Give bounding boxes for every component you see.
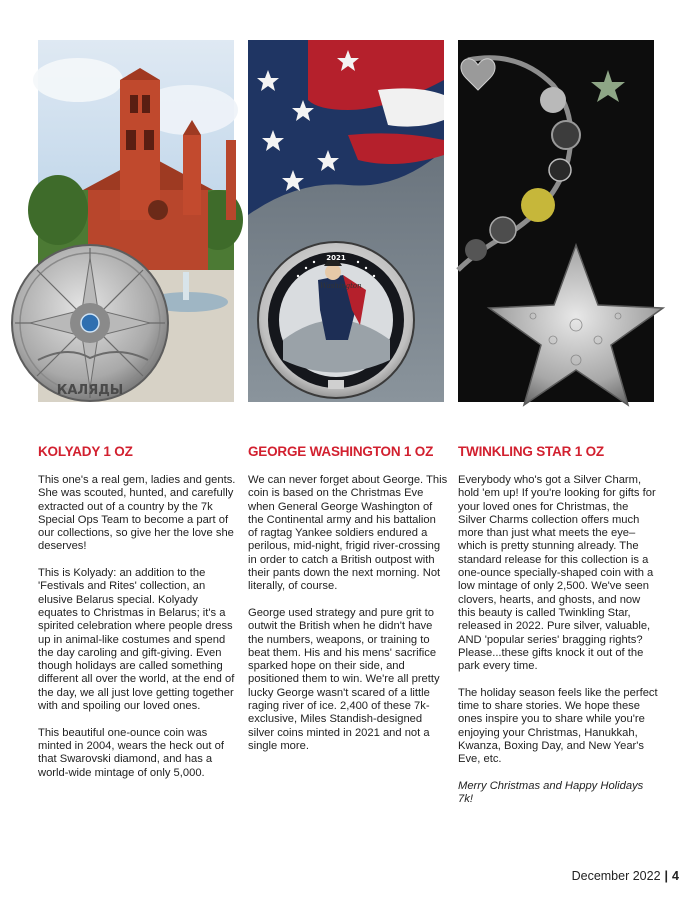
george-washington-paragraph: We can never forget about George. This coin is based on the Christmas Eve when General George Washington of the Continental army and his battalion of ragtag Yankee soldiers endured a perilous, mid-night, frigid river-crossing in order to catch a British outpost with their pants down the next morning. Not literally, of course. (248, 474, 448, 593)
george-washington-coin (258, 242, 414, 398)
kolyady-coin-legend: КАЛЯДЫ (56, 383, 124, 398)
article-twinkling-star (458, 40, 658, 806)
kolyady-title: KOLYADY 1 OZ (38, 444, 133, 459)
twinkling-star-paragraph: Everybody who's got a Silver Charm, hold 'em up! If you're looking for gifts for your loved ones for Christmas, the Silver Charms collection offers much more than just what meets the eye–which is pretty stunning already. The standard release for this collection is a one-ounce specially-shaped coin with a low mintage of only 2,500. We've seen clovers, hearts, and ghosts, and now this beauty is called Twinkling Star, released in 2022. Pure silver, valuable, AND 'popular series' bragging rights? Please...these gifts knock it out of the park every time. (458, 474, 656, 673)
kolyady-body (38, 474, 238, 793)
kolyady-coin (12, 245, 168, 401)
twinkling-star-title: TWINKLING STAR 1 OZ (458, 444, 604, 459)
kolyady-photo (38, 40, 234, 402)
svg-text:Washington: Washington (320, 282, 362, 290)
twinkling-star-body (458, 474, 658, 820)
george-washington-body (248, 474, 448, 767)
footer-separator: | (664, 869, 669, 883)
george-washington-photo (248, 40, 444, 402)
article-kolyady (38, 40, 236, 779)
twinkling-star-paragraph: The holiday season feels like the perfect time to share stories. We hope these ones inspire you to share while you're enjoying your Christmas, Hanukkah, Kwanza, Boxing Day, and New Year's Eve, etc. (458, 686, 658, 766)
george-washington-paragraph: George used strategy and pure grit to outwit the British when he didn't have the numbers, weapons, or training to beat them. His and his mens' sacrifice sparked hope on their side, and positioned them to win. We're all pretty lucky George wasn't scared of a little raging river of ice. 2,400 of these 7k-exclusive, Miles Standish-designed silver coins minted in 2021 and not a single more. (248, 606, 440, 752)
george-washington-coin-year: 2021 (326, 254, 346, 262)
george-washington-title: GEORGE WASHINGTON 1 OZ (248, 444, 434, 459)
page-footer (572, 869, 679, 883)
issue-date: December 2022 (571, 869, 661, 883)
article-george-washington (248, 40, 448, 752)
page-number: 4 (672, 869, 679, 883)
twinkling-star-photo (458, 40, 654, 402)
kolyady-paragraph: This beautiful one-ounce coin was minted in 2004, wears the heck out of that Swarovski diamond, and has a world-wide mintage of only 5,000. (38, 726, 224, 779)
kolyady-paragraph: This one's a real gem, ladies and gents. She was scouted, hunted, and carefully extracted out of a country by the 7k Special Ops Team to become a part of our collections, so give her the love she deserves! (38, 474, 236, 553)
kolyady-paragraph: This is Kolyady: an addition to the 'Festivals and Rites' collection, an elusive Belarus special. Kolyady equates to Christmas in Belarus; it's a spirited celebration where people dress up in animal-like costumes and spend the day caroling and gift-giving. Even though holidays are called something different all over the world, at the end of the day, we all just love getting together with and spoiling our loved ones. (38, 567, 235, 713)
twinkling-star-closing: Merry Christmas and Happy Holidays 7k! (458, 779, 644, 806)
